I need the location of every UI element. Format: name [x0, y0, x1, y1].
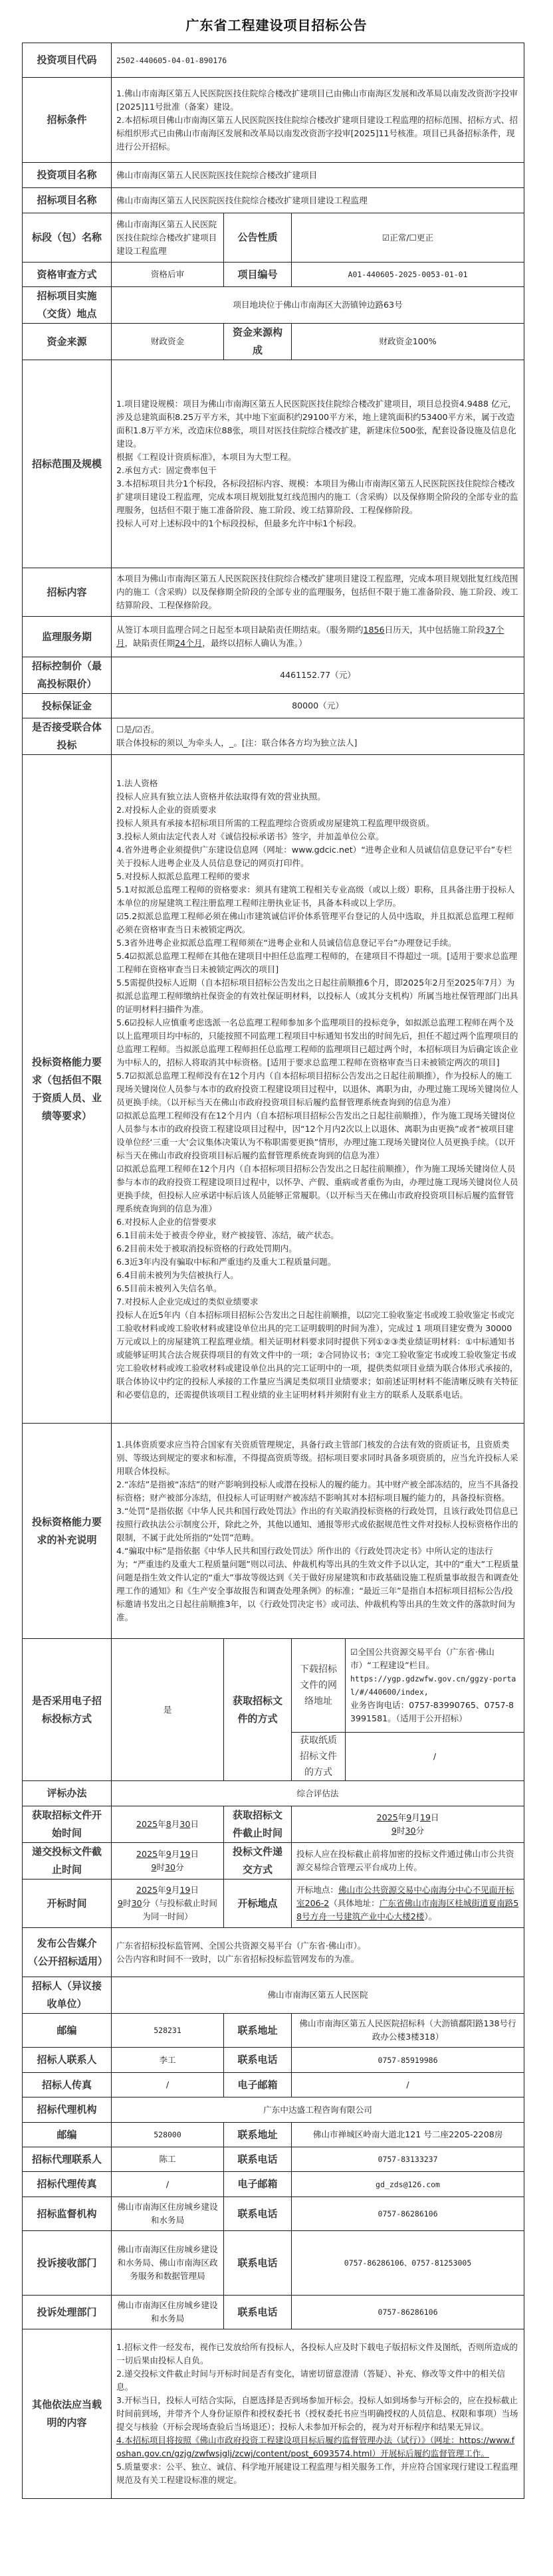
- scope-text: [112, 360, 524, 568]
- period-text-a: 从签订本项目监理合同之日起至本项目缺陷责任期结束。（服务期约: [116, 625, 364, 635]
- qualification-line: 2.对投标人企业的资质要求: [116, 804, 217, 815]
- submit-method-label: 投标文件递交方式: [224, 1843, 292, 1879]
- complaint-proc-phone-label: 联系电话: [224, 2296, 292, 2329]
- complaint-recv-phone-value: 0757-86286106、0757-81253005: [292, 2231, 524, 2296]
- row-complaint-recv: [23, 2231, 524, 2296]
- opening-min: 30: [131, 1898, 142, 1908]
- agency-email-value[interactable]: gd_zds@126.com: [292, 2172, 524, 2197]
- qualification-line: 投标人在近5年内（自本招标项目招标公告发出之日起往前顺推，以☑完工验收鉴定书或竣工验收鉴定书或完工验收材料或竣工验收材料或建设单位出具的完工证明载明的时间为准），完成过 1 项项目建安费为 30000 万元或以上的房屋建筑工程监理业绩。相关证明材料要求同时提供下列①②③类业绩证明材料：①中标通知书或能够证明其合法合规获得项目的有效文件中的一项；②合同协议书；③完工验收鉴定书或竣工验收鉴定书或完工验收材料或竣工验收材料或建设单位出具的完工证明中的一项，提供类似项目业绩为联合体形式承接的，联合体协议中约定的投标人承接的工作量应当满足类似项目业绩要求；如前述证明材料不能清晰反映有关特征和必要信息的，还需提供该项目工程业绩的业主证明材料并须附有业主方的联系人及联系电话。: [116, 1309, 518, 1400]
- nature-label: 公告性质: [224, 213, 292, 263]
- submit-year: 2025: [136, 1849, 158, 1859]
- opening-month: 9: [166, 1885, 171, 1895]
- period-days: 1856: [363, 625, 385, 635]
- scope-line: 投标人可对上述标段中的1个标段投标，但最多允许中标1个标段。: [116, 518, 362, 528]
- agency-zip-value: 528000: [112, 2123, 224, 2147]
- supervision-value: 佛山市南海区住房城乡建设和水务局: [112, 2197, 224, 2231]
- row-location: [23, 287, 524, 324]
- row-review: [23, 263, 524, 287]
- obtain-start-label: 获取招标文件开始时间: [23, 1806, 112, 1843]
- bid-name-label: 招标项目名称: [23, 188, 112, 213]
- complaint-recv-value: 佛山市南海区住房城乡建设和水务局、佛山市南海区政务服务和数据管理局: [112, 2231, 224, 2296]
- qualification-line: 5.7☑拟派总监理工程师没有在12个月内（自本招标项目招标公告发出之日起往前顺推），作为投标人的施工现场关键岗位人员参与本市的政府投资工程建设项目过程中，以退休、离职为由，办理过施工现场关键岗位人员更换手续。（以开标当天在佛山市政府投资项目标后履约监督管理系统查询到的信息为准）: [116, 1070, 518, 1107]
- price-value: 4461152.77（元）: [112, 657, 524, 694]
- period-construction: 37个月: [116, 625, 504, 648]
- funds-value: 财政资金: [112, 324, 224, 360]
- qualification-label: 投标资格能力要求（包括但不限于资质人员、业绩等要求）: [23, 755, 112, 1424]
- supervision-label: 招标监督机构: [23, 2197, 112, 2231]
- submit-hour: 9: [151, 1862, 157, 1872]
- row-supervision: [23, 2197, 524, 2231]
- opening-place-name: 佛山市公共资源交易中心南海分中心不见面开标室206-2: [296, 1885, 514, 1908]
- opening-place-value: [292, 1879, 524, 1928]
- invest-name-value: 佛山市南海区第五人民医院医技住院综合楼改扩建项目: [112, 163, 524, 188]
- row-conditions: [23, 78, 524, 163]
- row-price: [23, 657, 524, 694]
- row-opening: [23, 1879, 524, 1928]
- obtain-end-day: 19: [419, 1812, 431, 1822]
- media-label: 发布公告媒介（公开招标适用）: [23, 1928, 112, 1977]
- qualification-line: 6.4目前未被列为失信被执行人。: [116, 1269, 239, 1280]
- qualification-line: 投标人须具有承接本招标项目所需的工程监理综合资质或房屋建筑工程监理甲级资质。: [116, 817, 435, 828]
- agency-phone-value: 0757-83133237: [292, 2147, 524, 2172]
- opening-addr-prefix: （具体地址：: [329, 1898, 380, 1908]
- opening-year: 2025: [136, 1885, 158, 1895]
- qualification-line: 6.5目前未被列入失信名单。: [116, 1283, 222, 1293]
- complaint-recv-label: 投诉接收部门: [23, 2231, 112, 2296]
- row-electronic: [23, 1639, 524, 1733]
- obtain-end-value: 2025年9月19日 9时30分: [292, 1806, 524, 1843]
- complaint-proc-phone-value: 0757-86286106: [292, 2296, 524, 2329]
- agency-fax-label: 招标代理传真: [23, 2172, 112, 2197]
- opening-addr-suffix: ）。: [424, 1911, 437, 1921]
- row-obtain-time: [23, 1806, 524, 1843]
- deposit-label: 投标保证金: [23, 694, 112, 718]
- tenderer-zip-value: 528231: [112, 2014, 224, 2048]
- section-label: 标段（包）名称: [23, 213, 112, 263]
- row-agency-contact: [23, 2147, 524, 2172]
- tenderer-fax-value: /: [112, 2073, 224, 2097]
- tenderer-label: 招标人（异议接收单位）: [23, 1977, 112, 2014]
- tenderer-fax-label: 招标人传真: [23, 2073, 112, 2097]
- evaluation-value: 综合评估法: [112, 1781, 524, 1806]
- agency-zip-label: 邮编: [23, 2123, 112, 2147]
- bid-name-value: 佛山市南海区第五人民医院医技住院综合楼改扩建项目建设工程监理: [112, 188, 524, 213]
- row-qualification: [23, 755, 524, 1424]
- row-agency-fax: [23, 2172, 524, 2197]
- row-tenderer: [23, 1977, 524, 2014]
- obtain-end-hour: 9: [391, 1826, 397, 1836]
- opening-note: （与投标截止时间为同一时间）: [142, 1898, 217, 1921]
- submit-label: 递交投标文件截止时间: [23, 1843, 112, 1879]
- row-content: [23, 568, 524, 617]
- tenderer-addr-label: 联系地址: [224, 2014, 292, 2048]
- obtain-start-month: 8: [166, 1819, 171, 1829]
- row-funds: [23, 324, 524, 360]
- complaint-proc-value: 佛山市南海区住房城乡建设和水务局: [112, 2296, 224, 2329]
- opening-addr: 广东省佛山市南海区桂城街道夏南路58号方舟一号建筑产业中心大楼2楼: [296, 1898, 519, 1921]
- agency-contact-value: 陈工: [112, 2147, 224, 2172]
- location-value: 项目地块位于佛山市南海区大沥镇钟边路63号: [112, 287, 524, 324]
- scope-label: 招标范围及规模: [23, 360, 112, 568]
- row-invest-name: [23, 163, 524, 188]
- obtain-end-year: 2025: [376, 1812, 398, 1822]
- qualification-line: 6.3近3年内没有骗取中标和严重违约及重大工程质量问题。: [116, 1256, 336, 1267]
- location-label: 招标项目实施（交货）地点: [23, 287, 112, 324]
- complaint-proc-label: 投诉处理部门: [23, 2296, 112, 2329]
- row-agency: [23, 2097, 524, 2123]
- agency-contact-label: 招标代理联系人: [23, 2147, 112, 2172]
- qualification-line: 5.1对拟派总监理工程师的资格要求：须具有建筑工程相关专业高级（或以上级）职称，且具备注册于投标人本单位的房屋建筑工程注册监理工程师注册执业证书，具备本科或以上学历。: [116, 884, 515, 908]
- tenderer-contact-label: 招标人联系人: [23, 2048, 112, 2073]
- qualification-line: ☑拟派总监理工程师没有在12个月内（自本招标项目招标公告发出之日起往前顺推），作为施工现场关键岗位人员参与本市的政府投资工程建设项目过程中，因“12个月内2次以上以退休、离职为由更换”或者“被项目建设单位经‘三重一大’会议集体决策认为不称职需要更换”情形，办理过施工现场关键岗位人员更换手续。（以开标当天在佛山市政府投资项目标后履约监督管理系统查询到的信息为准）: [116, 1110, 516, 1160]
- agency-fax-value: /: [112, 2172, 224, 2197]
- review-label: 资格审查方式: [23, 263, 112, 287]
- row-supplement: [23, 1424, 524, 1639]
- opening-place-prefix: 开标地点：: [296, 1885, 338, 1895]
- project-code-value: A01-440605-2025-0053-01-01: [292, 263, 524, 287]
- price-label: 招标控制价（最高投标限价）: [23, 657, 112, 694]
- tenderer-email-value: /: [292, 2073, 524, 2097]
- agency-value: 广东中达盛工程咨询有限公司: [112, 2097, 524, 2123]
- evaluation-label: 评标办法: [23, 1781, 112, 1806]
- supplement-text: [112, 1424, 524, 1639]
- qualification-line: 5.对投标人拟派总监理工程师的要求: [116, 871, 250, 881]
- agency-addr-value: 佛山市禅城区岭南大道北121 号二座2205-2208房: [292, 2123, 524, 2147]
- download-phone: 业务咨询电话：0757-83990765、0757-83991581。（适用于公开招标）: [350, 1700, 514, 1723]
- obtain-end-min: 30: [405, 1826, 416, 1836]
- row-complaint-proc: [23, 2296, 524, 2329]
- tenderer-email-label: 电子邮箱: [224, 2073, 292, 2097]
- agency-addr-label: 联系地址: [224, 2123, 292, 2147]
- agency-phone-label: 联系电话: [224, 2147, 292, 2172]
- tenderer-phone-value: 0757-85919986: [292, 2048, 524, 2073]
- supplement-line: 3.“处罚”是指依据《中华人民共和国行政处罚法》作出的有关取消投标资格的行政处罚，且该行政处罚信息已按照行政执法公示制度公开，除此之外，其他以通知、通报等形式或依据规范性文件对投标人投标资格作出的限制，不属于此处所指的“处罚”范畴。: [116, 1505, 518, 1543]
- obtain-method-label: 获取招标文件的方式: [224, 1639, 292, 1781]
- other-line: 3.开标当日，投标人可结合实际，自愿选择是否到场参加开标会。投标人如到场参与开标会的，应在投标截止时间前到场，并带齐个人身份证原件和授权委托书（授权委托书应当明确授权的人员信息、权限和事项）当场提交与核验（开标会现场查验后当场退还）；投标人未参加开标会的，视为对开标程序和结果无异议。: [116, 2395, 518, 2432]
- opening-hour: 9: [118, 1898, 124, 1908]
- period-value: [112, 617, 524, 657]
- qualification-line: 投标人应具有独立法人资格并依法取得有效的营业执照。: [116, 791, 326, 802]
- row-period: [23, 617, 524, 657]
- obtain-start-value: 2025年8月30日: [112, 1806, 224, 1843]
- submit-method-value: 投标人应在投标截止前将加密的投标文件通过佛山市公共资源交易综合管理云平台成功上传。: [292, 1843, 524, 1879]
- section-value: 佛山市南海区第五人民医院医技住院综合楼改扩建项目建设工程监理: [112, 213, 224, 263]
- tenderer-value: 佛山市南海区第五人民医院: [112, 1977, 524, 2014]
- row-agency-zip: [23, 2123, 524, 2147]
- consortium-text: [112, 718, 524, 755]
- submit-day: 19: [179, 1849, 191, 1859]
- tenderer-zip-label: 邮编: [23, 2014, 112, 2048]
- funds-label: 资金来源: [23, 324, 112, 360]
- row-media: [23, 1928, 524, 1977]
- scope-line: 根据《工程设计资质标准》，本项目为大型工程。: [116, 452, 296, 462]
- other-line-link[interactable]: 4.本招标项目将按照《佛山市政府投资工程建设项目标后履约监督管理办法（试行）》（网址：https://www.foshan.gov.cn/gzjg/zwfwsjglj/zcwj/content/post_6093574.html）开展标后履约监督管理工作。: [116, 2435, 515, 2458]
- period-text-c: ，缺陷责任期: [124, 638, 175, 648]
- page-title: 广东省工程建设项目招标公告: [185, 17, 368, 33]
- supplement-line: 4.“骗取中标”是指依据《中华人民共和国行政处罚法》所作出的《行政处罚决定书》中所认定的违法行为；“严重违约及重大工程质量问题”则以司法、仲裁机构等出具的生效文件予以认定，其中的“重大”工程质量问题是指生效文件认定的“重大”事故等级达到《关于做好房屋建筑和市政基础设施工程质量事故报告和调查处理工作的通知》和《生产安全事故报告和调查处理条例》的标准；“最近三年”是指自本招标项目招标公告/投标邀请书发出之日起往前顺推3年，以《行政处罚决定书》或司法、仲裁机构等出具的生效文件的落款时间为准。: [116, 1545, 519, 1622]
- row-other: [23, 2329, 524, 2499]
- scope-line: 3.本招标项目共分1个标段，各标段招标内容、规模：本项目为佛山市南海区第五人民医院医技住院综合楼改扩建项目建设工程监理，完成本项目规划批复红线范围内的施工（含采购）以及保修期全阶段的全部专业的监理服务，包括但不限于施工准备阶段、施工阶段、竣工结算阶段、工程保修阶段。: [116, 479, 518, 515]
- conditions-line: 1.佛山市南海区第五人民医院医技住院综合楼改扩建项目已由佛山市南海区发展和改革局以南发改资沥字投审[2025]11号批准（备案）建设。: [116, 88, 518, 112]
- qualification-line: 6.1目前未处于被责令停业，财产被接管、冻结，破产状态。: [116, 1230, 339, 1240]
- supplement-label: 投标资格能力要求的补充说明: [23, 1424, 112, 1639]
- other-text: [112, 2329, 524, 2499]
- download-link[interactable]: https://ygp.gdzwfw.gov.cn/ggzy-portal/#/440600/index,: [350, 1674, 516, 1697]
- qualification-line: 5.6☑投标人应慎重考虑选派一名总监理工程师参加多个监理项目的投标竞争，如拟派总监理工程师在两个及以上监理项目均中标的，只能按照不同监理工程项目中标通知书发出的时间先后，担任不超过两个监理项目的总监理工程师。当拟派总监理工程师担任总监理工程师的监理项目已超过两个时，本招标项目为后确定该企业为中标人的，招标人将取消其中标资格。[适用于要求总监理工程师在资格审查当日未被锁定两次的项目]: [116, 1017, 518, 1067]
- submit-min: 30: [164, 1862, 176, 1872]
- funds-comp-value: 财政资金100%: [292, 324, 524, 360]
- qualification-line: ☑5.2拟派总监理工程师必须在佛山市建筑诚信评价体系管理平台登记的人员中选取，并且拟派总监理工程师必须在资格审查当日未被锁定两次。: [116, 911, 514, 934]
- qualification-line: 4.省外进粤企业须提供广东建设信息网（网址：www.gdcic.net）“进粤企业和人员诚信信息登记平台”专栏关于投标人进粤企业及人员信息登记的网页打印件。: [116, 844, 512, 868]
- content-value: 本项目为佛山市南海区第五人民医院医技住院综合楼改扩建项目建设工程监理，完成本项目规划批复红线范围内的施工（含采购）以及保修期全阶段的全部专业的监理服务，包括但不限于施工准备阶段、施工阶段、竣工结算阶段、工程保修阶段。: [112, 568, 524, 617]
- other-line: 5.质量要求：公平、独立、诚信、科学地开展建设工程监理与相关服务工作，并应符合国家现行建设工程监理规范及有关工程建设标准的规定。: [116, 2462, 518, 2485]
- period-text-b: 日历天，其中包括施工阶段: [384, 625, 485, 635]
- qualification-line: 6.2目前未处于被取消投标资格的行政处罚期内。: [116, 1243, 297, 1253]
- opening-place-label: 开标地点: [224, 1879, 292, 1928]
- download-platform: ☑全国公共资源交易平台（广东省·佛山市）“工程建设”栏目。: [350, 1647, 495, 1670]
- media-line: 公告内容和时间不一致时，以广东省招标投标监管网发布的为准。: [116, 1953, 360, 1964]
- supervision-phone-value: 0757-86286106: [292, 2197, 524, 2231]
- row-scope: [23, 360, 524, 568]
- tenderer-contact-value: 李工: [112, 2048, 224, 2073]
- other-line: 1.招标文件一经发布，视作已发放给所有投标人，各投标人应及时下载电子版招标文件及图纸，否则所造成的一切后果由投标人自负。: [116, 2342, 518, 2365]
- row-consortium: [23, 718, 524, 755]
- paper-method-value: /: [346, 1733, 524, 1781]
- obtain-end-month: 9: [406, 1812, 412, 1822]
- scope-line: 2.承包方式：固定费率包干: [116, 465, 217, 475]
- other-label: 其他依法应当载明的内容: [23, 2329, 112, 2499]
- funds-comp-label: 资金来源构成: [224, 324, 292, 360]
- consortium-note: 联合体投标的须以_为牵头人，_。[注：联合体各方均为独立法人]: [116, 738, 358, 748]
- media-text: [112, 1928, 524, 1977]
- period-label: 监理服务期: [23, 617, 112, 657]
- supplement-line: 1.具体资质要求应当符合国家有关资质管理规定，具备行政主管部门核发的合法有效的资质证书，且资质类别、等级达到规定的要求和标准，不得提高资质等级。招标项目要求同时具备多项资质的，应当允许投标人采用联合体投标。: [116, 1439, 518, 1476]
- scope-line: 1.项目建设规模：项目为佛山市南海区第五人民医院医技住院综合楼改扩建项目，项目总投资4.9488 亿元，涉及总建筑面积8.25万平方米，其中地下室面积约29100平方米，地上建筑面积约53400平方米，属于改造面积1.8万平方米，改造床位88张，项目对医技住院综合楼改扩建，新建床位500张，配套设备设施及信息化建设。: [116, 399, 516, 449]
- supplement-line: 2.“冻结”是指被“冻结”的财产影响到投标人或潜在投标人的履约能力。其中财产被全部冻结的，应当不具备投标资格；财产被部分冻结，但投标人可证明财产被冻结不影响其对本招标项目履约能力的，具备投标资格。: [116, 1479, 518, 1503]
- row-tenderer-fax: [23, 2073, 524, 2097]
- row-tenderer-contact: [23, 2048, 524, 2073]
- row-tenderer-zip: [23, 2014, 524, 2048]
- conditions-line: 2.本招标项目佛山市南海区第五人民医院医技住院综合楼改扩建项目建设工程监理的招标范围、招标方式、招标组织形式已由佛山市南海区发展和改革局以南发改资沥字投审[2025]11号核准。项目已具备招标条件，现进行公开招标。: [116, 114, 518, 152]
- row-evaluation: [23, 1781, 524, 1806]
- download-info: [346, 1639, 524, 1733]
- period-text-d: ，最终以招标人确认为准。）: [202, 638, 307, 648]
- opening-day: 19: [179, 1885, 191, 1895]
- invest-code-label: 投资项目代码: [23, 43, 112, 78]
- qualification-line: 3.投标人须由法定代表人对《诚信投标承诺书》签字，并加盖单位公章。: [116, 831, 384, 841]
- agency-email-label: 电子邮箱: [224, 2172, 292, 2197]
- paper-method-label: 获取纸质招标文件的方式: [292, 1733, 346, 1781]
- qualification-line: 6.对投标人企业的信誉要求: [116, 1216, 217, 1227]
- qualification-text: [112, 755, 524, 1424]
- other-line: 2.递交投标文件截止时间与开标时间是否有变化，请密切留意澄清（答疑）、补充、修改等文件中的相关信息。: [116, 2369, 506, 2392]
- electronic-value: 是: [112, 1639, 224, 1781]
- deposit-value: 80000（元）: [112, 694, 524, 718]
- qualification-line: 7.对投标人企业完成过的类似业绩要求: [116, 1296, 259, 1307]
- nature-value: ☑正常/☐更正: [292, 213, 524, 263]
- agency-label: 招标代理机构: [23, 2097, 112, 2123]
- invest-code-value: 2502-440605-04-01-890176: [112, 43, 524, 78]
- conditions-label: 招标条件: [23, 78, 112, 163]
- review-value: 资格后审: [112, 263, 224, 287]
- obtain-start-year: 2025: [136, 1819, 158, 1829]
- period-defect: 24个月: [175, 638, 203, 648]
- media-line: 广东省招标投标监管网、全国公共资源交易平台（广东省·佛山市）。: [116, 1940, 366, 1951]
- row-submit: [23, 1843, 524, 1879]
- qualification-line: 5.3省外进粤企业拟派总监理工程师须在“进粤企业和人员诚信信息登记平台”办理登记手续。: [116, 937, 457, 948]
- qualification-line: ☑拟派总监理工程师在12个月内（自本招标项目招标公告发出之日起往前顺推），作为施工现场关键岗位人员参与本市的政府投资工程建设项目过程中，以怀孕、产假、重病或者重伤为由，办理过施工现场关键岗位人员更换手续，但投标人应承诺中标后该人员能够正常履职。（以开标当天在佛山市政府投资项目标后履约监督管理系统查询到的信息为准）: [116, 1163, 518, 1214]
- project-code-label: 项目编号: [224, 263, 292, 287]
- qualification-line: 5.5需提供投标人近期（自本招标项目招标公告发出之日起往前顺推6个月，即2025年2月至2025年7月）为拟派总监理工程师缴纳社保资金的有效社保证明材料，以投标人（或其分支机构）所属当地社保管理部门出具的证明材料扫描件为准。: [116, 977, 518, 1014]
- opening-time-label: 开标时间: [23, 1879, 112, 1928]
- tenderer-addr-value: 佛山市南海区第五人民医院招标科（大沥镇鄱阳路138号行政办公楼3楼318）: [292, 2014, 524, 2048]
- opening-time-value: 2025年9月19日 9时30分（与投标截止时间为同一时间）: [112, 1879, 224, 1928]
- download-url-label: 下载招标文件的网络地址: [292, 1639, 346, 1733]
- tenderer-phone-label: 联系电话: [224, 2048, 292, 2073]
- conditions-text: [112, 78, 524, 163]
- row-section: [23, 213, 524, 263]
- complaint-recv-phone-label: 联系电话: [224, 2231, 292, 2296]
- qualification-line: 1.法人资格: [116, 778, 158, 788]
- row-invest-code: [23, 43, 524, 78]
- submit-month: 9: [166, 1849, 171, 1859]
- content-label: 招标内容: [23, 568, 112, 617]
- consortium-label: 是否接受联合体投标: [23, 718, 112, 755]
- invest-name-label: 投资项目名称: [23, 163, 112, 188]
- consortium-options: ☐是/☑否。: [116, 724, 160, 734]
- obtain-end-label: 获取招标文件截止时间: [224, 1806, 292, 1843]
- announcement-table: [22, 43, 524, 2499]
- qualification-line: 5.4☑拟派总监理工程师在其他在建项目中担任总监理工程师的，在建项目不得超过一项。[适用于要求总监理工程师在资格审查当日未被锁定两次的项目]: [116, 950, 517, 974]
- obtain-start-day: 30: [179, 1819, 191, 1829]
- electronic-label: 是否采用电子招标投标方式: [23, 1639, 112, 1781]
- row-deposit: [23, 694, 524, 718]
- row-bid-name: [23, 188, 524, 213]
- submit-value: 2025年9月19日 9时30分: [112, 1843, 224, 1879]
- supervision-phone-label: 联系电话: [224, 2197, 292, 2231]
